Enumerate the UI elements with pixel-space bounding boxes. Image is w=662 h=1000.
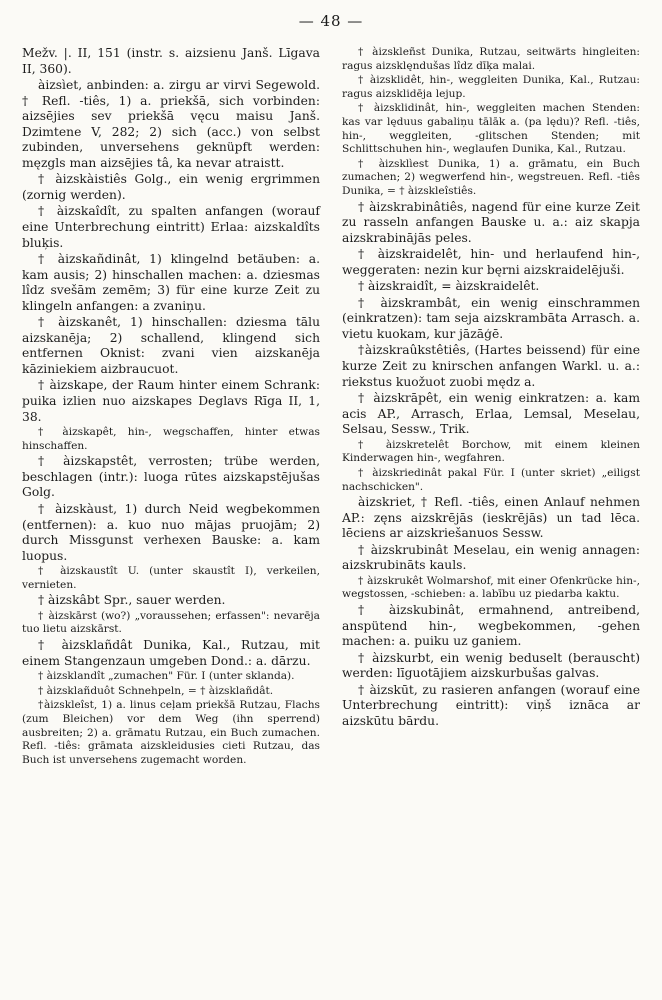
dictionary-entry: † àizskàistiês Golg., ein wenig ergrimmen (zornig werden). [22,172,320,202]
dictionary-entry: † àizskrambât, ein wenig einschrammen (einkratzen): tam seja aizskrambāta Arrasch. a. vietu kuokam, kur jāzāģē. [342,295,640,341]
right-column [342,46,640,730]
dictionary-entry: † àizskrabinâtiês, nagend für eine kurze Zeit zu rasseln anfangen Bauske u. a.: aiz skapja aizskrabinājās peles. [342,199,640,245]
dictionary-entry: † àizskapêt, hin-, wegschaffen, hinter etwas hinschaffen. [22,426,320,452]
dictionary-entry: †àizskleîst, 1) a. linus ceļam priekšā Rutzau, Flachs (zum Bleichen) vor dem Weg (ihn sperrend) ausbreiten; 2) a. grāmatu Rutzau, ein Buch zumachen. Refl. -tiês: grāmata aizskleidusies cieti Rutzau, das Buch ist unversehens zugemacht worden. [22,699,320,766]
dictionary-entry: † àizskraidît, = àizskraidelêt. [358,279,540,294]
dictionary-entry: † àizsklidinât, hin-, weggleiten machen Stenden: kas var lęduus gabaliņu tālāk a. (pa lędu)? Refl. -tiês, hin-, weggleiten, -glitschen Stenden; mit Schlittschuhen hin-, weglaufen Dunika, Kal., Rutzau. [342,102,640,156]
dictionary-entry: † àizskapstêt, verrosten; trübe werden, beschlagen (intr.): luoga rūtes aizskapstējušas Golg. [22,454,320,500]
left-column [22,46,320,768]
dictionary-entry: † àizskrāpêt, ein wenig einkratzen: a. kam acis AP., Arrasch, Erlaa, Lemsal, Meselau, Selsau, Sessw., Trik. [342,391,640,437]
dictionary-entry: † àizskañdinât, 1) klingelnd betäuben: a. kam ausis; 2) hinschallen machen: a. dziesmas lîdz svešām zemēm; 3) für eine kurze Zeit zu klingeln anfangen: a zvaniņu. [22,252,320,313]
dictionary-entry: † àizskūt, zu rasieren anfangen (worauf eine Unterbrechung eintritt): viņš iznāca ar aizskūtu bārdu. [342,682,640,728]
dictionary-entry: † àizskretelêt Borchow, mit einem kleinen Kinderwagen hin-, wegfahren. [342,438,640,465]
dictionary-entry: † àizsklandît „zumachen" Für. I (unter sklanda). [38,670,295,683]
dictionary-entry: † àizsklañduôt Schnehpeln, = † àizsklañdât. [38,684,274,697]
dictionary-entry: † àizskàust, 1) durch Neid wegbekommen (entfernen): a. kuo nuo mājas pruojām; 2) durch Missgunst verhexen Bauske: a. kam luopus. [22,501,320,563]
dictionary-entry: † àizskrubinât Meselau, ein wenig annagen: aizskrubināts kauls. [342,542,640,573]
dictionary-entry: † àizskaustît U. (unter skaustît I), verkeilen, vernieten. [22,565,320,591]
dictionary-entry: † àizskanêt, 1) hinschallen: dziesma tālu aizskanēja; 2) schallend, klingend sich entfernen Oknist: zvani vien aizskanēja kāziniekiem aizbraucuot. [22,315,320,376]
dictionary-entry: † àizsklidêt, hin-, weggleiten Dunika, Kal., Rutzau: ragus aizsklidēja lejup. [342,74,640,100]
dictionary-entry: àizsìet, anbinden: a. zirgu ar virvi Segewold. † Refl. -tiês, 1) a. priekšā, sich vorbinden: aizsējies sev priekšā vęcu maisu Janš. Dzimtene V, 282; 2) sich (acc.) von selbst zubinden, unversehens geknüpft werden: męzgls man aizsējies tâ, ka nevar atraistt. [22,78,320,170]
dictionary-entry: † àizskriedinât pakal Für. I (unter skriet) „eiligst nachschicken". [342,466,640,493]
dictionary-entry: † àizskurbt, ein wenig beduselt (berauscht) werden: līguotājiem aizskurbušas galvas. [342,650,640,681]
dictionary-entry: † àizskārst (wo?) „voraussehen; erfassen": nevarēja tuo lietu aizskārst. [22,609,320,636]
dictionary-entry: † àizskaîdît, zu spalten anfangen (worauf eine Unterbrechung eintritt) Erlaa: aizskaldîts bluķis. [22,204,320,250]
dictionary-entry: † àizskape, der Raum hinter einem Schrank: puika izlien nuo aizskapes Deglavs Rīga II, 1, 38. [22,378,320,424]
dictionary-entry: † àizskubinât, ermahnend, antreibend, anspütend hin-, wegbekommen, -gehen machen: a. puiku uz ganiem. [342,603,640,649]
page-number: — 48 — [298,12,364,30]
dictionary-entry: † àizskraidelêt, hin- und herlaufend hin-, weggeraten: nezin kur bęrni aizskraidelējuši. [342,247,640,277]
dictionary-entry: àizskriet, † Refl. -tiês, einen Anlauf nehmen AP.: zęns aizskrējās (ieskrējās) un tad lēca. lēciens ar aizskriešanuos Sessw. [342,495,640,541]
dictionary-entry: Mežv. |. II, 151 (instr. s. aizsienu Janš. Līgava II, 360). [22,46,320,76]
dictionary-entry: †àizskraûkstêtiês, (Hartes beissend) für eine kurze Zeit zu knirschen anfangen Warkl. u. a.: riekstus kuožuot zuobi mędz a. [342,343,640,389]
dictionary-entry: † àizskleñst Dunika, Rutzau, seitwärts hingleiten: ragus aizsklęndušas lîdz dīķa malai. [342,46,640,72]
dictionary-entry: † àizskâbt Spr., sauer werden. [38,593,226,608]
dictionary-entry: † àizsklañdât Dunika, Kal., Rutzau, mit einem Stangenzaun umgeben Dond.: a. dārzu. [22,638,320,668]
dictionary-entry: † àizskrukêt Wolmarshof, mit einer Ofenkrücke hin-, wegstossen, -schieben: a. labību uz piedarba kaktu. [342,574,640,601]
dictionary-entry: † àizsklìest Dunika, 1) a. grāmatu, ein Buch zumachen; 2) wegwerfend hin-, wegstreuen. Refl. -tiês Dunika, = † àizskleîstiês. [342,157,640,197]
